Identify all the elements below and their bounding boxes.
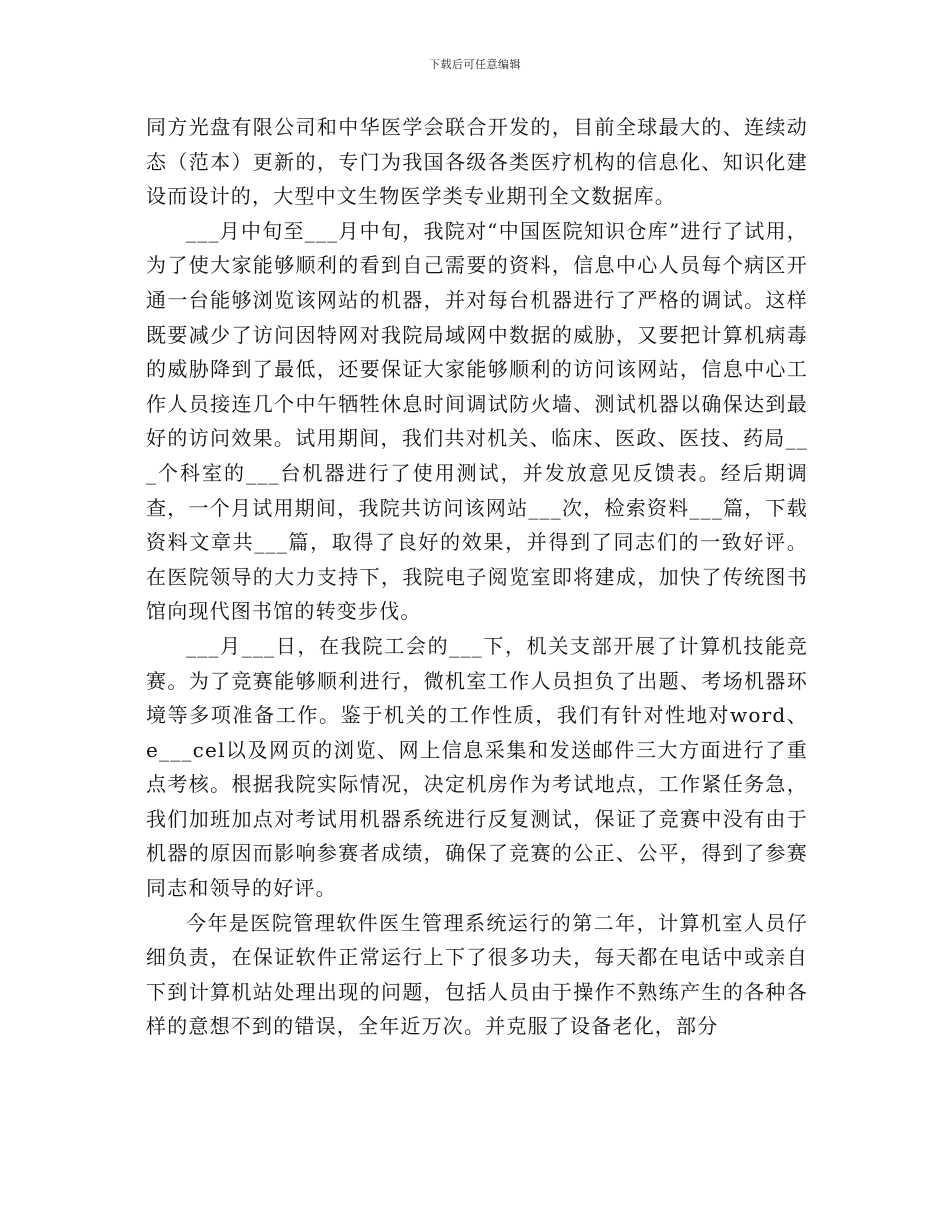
paragraph-knowledge-base-trial: ___月中旬至___月中旬，我院对“中国医院知识仓库”进行了试用，为了使大家能够顺利的看到自己需要的资料，信息中心人员每个病区开通一台能够浏览该网站的机器，并对每台机器进行了严格的调试。这样既要减少了访问因特网对我院局域网中数据的威胁，又要把计算机病毒的威胁降到了最低，还要保证大家能够顺利的访问该网站，信息中心工作人员接连几个中午牺牲休息时间调试防火墙、测试机器以确保达到最好的访问效果。试用期间，我们共对机关、临床、医政、医技、药局___个科室的___台机器进行了使用测试，并发放意见反馈表。经后期调查，一个月试用期间，我院共访问该网站___次，检索资料___篇，下载资料文章共___篇，取得了良好的效果，并得到了同志们的一致好评。在医院领导的大力支持下，我院电子阅览室即将建成，加快了传统图书馆向现代图书馆的转变步伐。 xyxy=(146,218,808,624)
page-header: 下载后可任意编辑 xyxy=(429,58,521,71)
paragraph-computer-skills-contest: ___月___日，在我院工会的___下，机关支部开展了计算机技能竞赛。为了竞赛能够顺利进行，微机室工作人员担负了出题、考场机器环境等多项准备工作。鉴于机关的工作性质，我们有针对性地对word、e___cel以及网页的浏览、网上信息采集和发送邮件三大方面进行了重点考核。根据我院实际情况，决定机房作为考试地点，工作紧任务急，我们加班加点对考试用机器系统进行反复测试，保证了竞赛中没有由于机器的原因而影响参赛者成绩，确保了竞赛的公正、公平，得到了参赛同志和领导的好评。 xyxy=(146,633,808,901)
document-body xyxy=(146,110,808,1044)
paragraph-hospital-software: 今年是医院管理软件医生管理系统运行的第二年，计算机室人员仔细负责，在保证软件正常运行上下了很多功夫，每天都在电话中或亲自下到计算机站处理出现的问题，包括人员由于操作不熟练产生的各种各样的意想不到的错误，全年近万次。并克服了设备老化，部分 xyxy=(146,910,808,1039)
paragraph-intro: 同方光盘有限公司和中华医学会联合开发的，目前全球最大的、连续动态（范本）更新的，专门为我国各级各类医疗机构的信息化、知识化建设而设计的，大型中文生物医学类专业期刊全文数据库。 xyxy=(146,115,808,209)
